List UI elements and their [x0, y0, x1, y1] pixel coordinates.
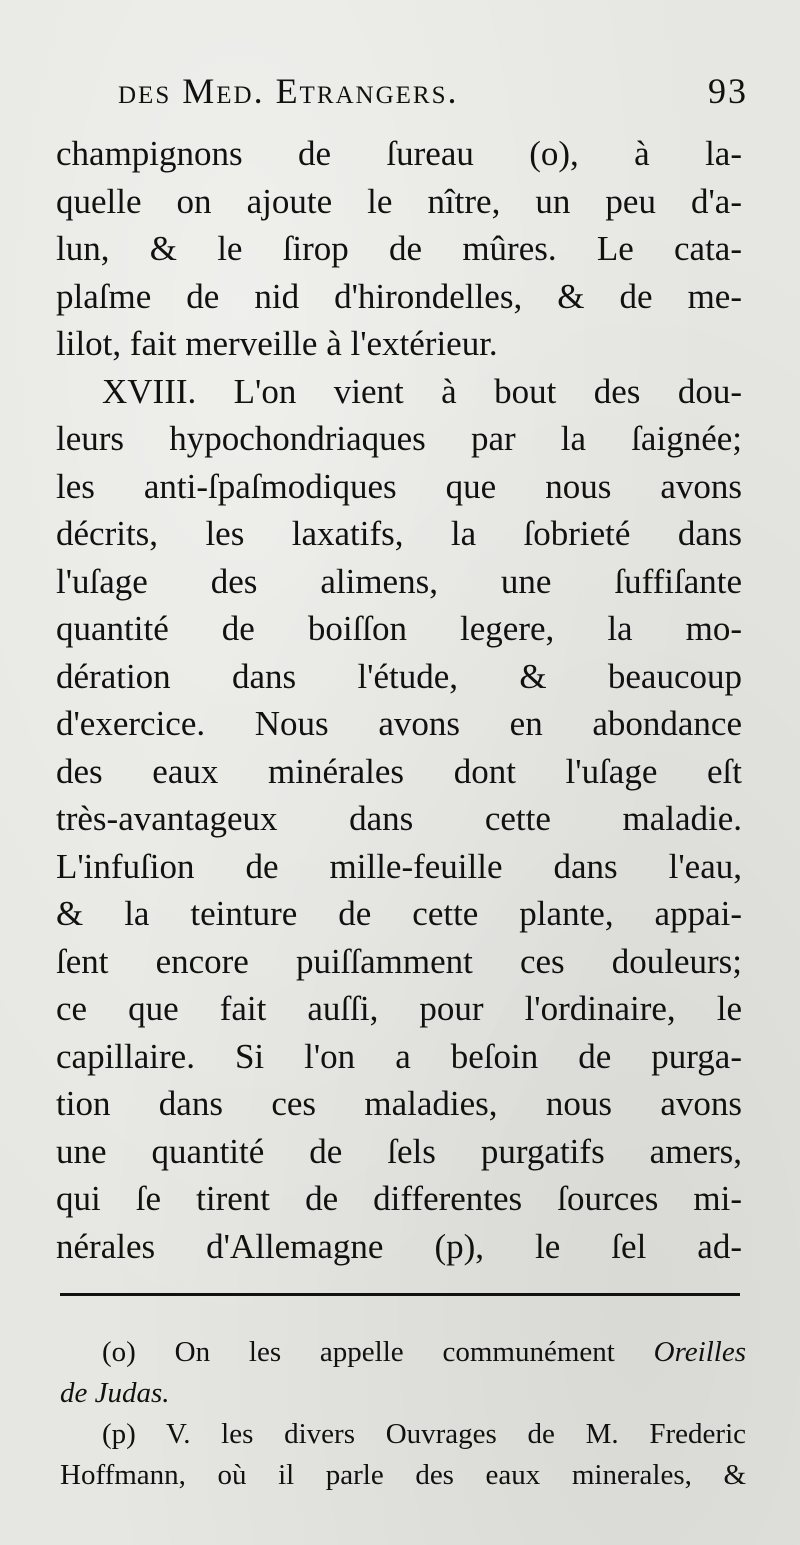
text-line: capillaire. Si l'on a beſoin de purga-	[56, 1036, 742, 1076]
text-line: les anti-ſpaſmodiques que nous avons	[56, 466, 742, 506]
text-line: leurs hypochondriaques par la ſaignée;	[56, 419, 742, 458]
text-line: plaſme de nid d'hirondelles, & de me-	[56, 276, 742, 316]
text-line: quantité de boiſſon legere, la mo-	[56, 609, 742, 648]
footnote-p-line: Hoffmann, où il parle des eaux minerales, &	[60, 1459, 746, 1491]
footnote-o-line: de Judas.	[60, 1377, 170, 1409]
text-line: & la teinture de cette plante, appai-	[56, 894, 742, 933]
text-line: qui ſe tirent de differentes ſources mi-	[56, 1179, 742, 1218]
page-header	[118, 70, 748, 120]
text-line: quelle on ajoute le nître, un peu d'a-	[56, 181, 742, 221]
text-line: lun, & le ſirop de mûres. Le cata-	[56, 229, 742, 268]
text-line: des eaux minérales dont l'uſage eſt	[56, 751, 742, 791]
footnote-o-line	[60, 1332, 746, 1373]
text-line: décrits, les laxatifs, la ſobrieté dans	[56, 514, 742, 553]
text-line: une quantité de ſels purgatifs amers,	[56, 1131, 742, 1171]
text-line: d'exercice. Nous avons en abondance	[56, 704, 742, 743]
text-line: XVIII. L'on vient à bout des dou-	[102, 371, 742, 411]
text-line: dération dans l'étude, & beaucoup	[56, 656, 742, 696]
text-line: lilot, fait merveille à l'extérieur.	[56, 324, 498, 363]
text-line: nérales d'Allemagne (p), le ſel ad-	[56, 1226, 742, 1266]
text-line: ſent encore puiſſamment ces douleurs;	[56, 941, 742, 981]
text-line: très-avantageux dans cette maladie.	[56, 799, 742, 838]
footnote-rule	[60, 1293, 740, 1296]
body-text	[56, 130, 742, 1270]
text-line: tion dans ces maladies, nous avons	[56, 1084, 742, 1123]
page-number: 93	[708, 71, 748, 111]
footnote-o-text: (o) On les appelle communément	[102, 1336, 615, 1368]
running-title: des Med. Etrangers.	[118, 71, 459, 111]
footnote-o-italic: Oreilles	[653, 1336, 747, 1368]
text-line: L'infuſion de mille-feuille dans l'eau,	[56, 846, 742, 886]
footnotes	[60, 1332, 746, 1496]
text-line: l'uſage des alimens, une ſuffiſante	[56, 561, 742, 601]
text-line: champignons de ſureau (o), à la-	[56, 134, 742, 173]
text-line: ce que fait auſſi, pour l'ordinaire, le	[56, 989, 742, 1028]
footnote-p-line: (p) V. les divers Ouvrages de M. Frederic	[102, 1418, 746, 1450]
